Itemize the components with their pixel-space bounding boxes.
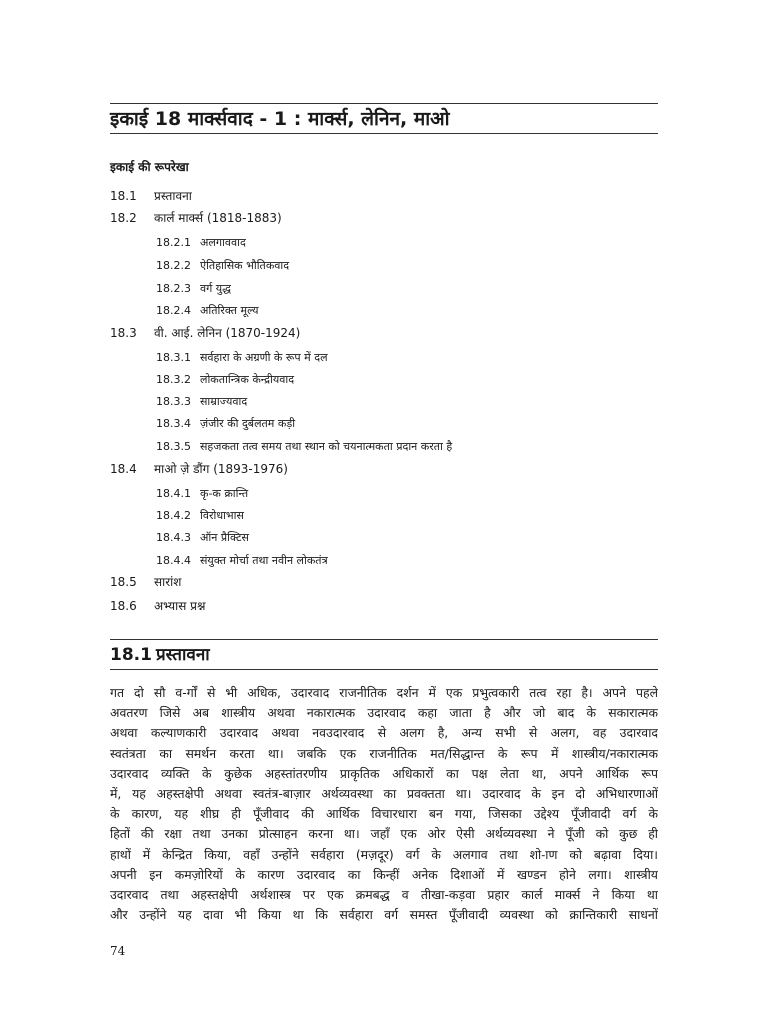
outline-item [156,258,289,274]
outline-item-number: 18.2.4 [156,304,191,317]
outline-item [110,210,282,226]
paragraph-line: में, यह अहस्तक्षेपी अथवा स्वतंत्र-बाज़ार अर्थव्यवस्था का प्रवक्तता था। उदारवाद के इन दो अभिधारणाओं [110,785,658,801]
paragraph-line: हाथों में केन्द्रित किया, वहाँ उन्होंने सर्वहारा (मज़दूर) वर्ग के अलगाव तथा शो-ाण को बढ़ावा दिया। [110,846,658,862]
outline-item-label: कृ-क क्रान्ति [200,487,249,500]
outline-item-label: सारांश [154,575,182,589]
outline-item [156,486,248,502]
outline-item-number: 18.1 [110,189,137,203]
outline-item-number: 18.2.1 [156,236,191,249]
outline-item-number: 18.3.4 [156,417,191,430]
outline-item-number: 18.5 [110,575,137,589]
outline-item [156,530,249,546]
paragraph-line: और उन्होंने यह दावा भी किया था कि सर्वहारा वर्ग समस्त पूँजीवादी व्यवस्था को क्रान्तिकारी साधनों [110,907,658,923]
section-heading: प्रस्तावना [156,645,210,665]
title-bottom-rule [110,133,658,134]
outline-item [156,350,328,366]
outline-item-number: 18.6 [110,599,137,613]
outline-item-number: 18.2.2 [156,259,191,272]
outline-item-number: 18.4.3 [156,531,191,544]
outline-item [110,574,181,590]
outline-item-number: 18.3.1 [156,351,191,364]
outline-item [110,188,192,204]
paragraph-line: उदारवाद तथा अहस्तक्षेपी अर्थशास्त्र पर एक क्रमबद्ध व तीखा-कड़वा प्रहार कार्ल मार्क्स ने किया था [110,886,658,902]
outline-item-label: अतिरिक्त मूल्य [200,304,259,317]
outline-item-label: संयुक्त मोर्चा तथा नवीन लोकतंत्र [200,554,328,567]
outline-item-number: 18.4.4 [156,554,191,567]
outline-item [110,598,205,614]
outline-item-label: कार्ल मार्क्स (1818-1883) [154,211,282,225]
paragraph-line: अवतरण जिसे अब शास्त्रीय अथवा नकारात्मक उदारवाद कहा जाता है और जो बाद के सकारात्मक [110,705,658,721]
outline-item [156,235,246,251]
outline-item-number: 18.3.3 [156,395,191,408]
page-number: 74 [110,944,126,958]
outline-item-number: 18.2 [110,211,137,225]
outline-item-number: 18.2.3 [156,282,191,295]
outline-item [156,553,328,569]
section-title [110,643,210,667]
outline-item-label: वर्ग युद्ध [200,282,231,295]
outline-item [156,439,452,455]
paragraph-line: स्वतंत्रता का समर्थन करता था। जबकि एक राजनीतिक मत/सिद्धान्त के रूप में शास्त्रीय/नकारात्मक [110,745,658,761]
outline-item-label: अभ्यास प्रश्न [154,599,206,613]
section-number: 18.1 [110,645,152,665]
unit-title: इकाई 18 मार्क्सवाद - 1 : मार्क्स, लेनिन, माओ [110,108,450,130]
outline-item-label: प्रस्तावना [154,189,192,203]
outline-item-label: ज़ंजीर की दुर्बलतम कड़ी [200,417,296,430]
body-paragraph [110,683,658,925]
outline-item-number: 18.4.1 [156,487,191,500]
outline-item-label: लोकतान्त्रिक केन्द्रीयवाद [200,373,295,386]
outline-item-number: 18.3 [110,326,137,340]
paragraph-line: हितों की रक्षा तथा उनका प्रोत्साहन करना था। जहाँ एक ओर ऐसी अर्थव्यवस्था ने पूँजी को कुछ ही [110,826,658,842]
outline-item [110,325,300,341]
outline-item [156,303,259,319]
outline-item-number: 18.3.2 [156,373,191,386]
outline-item [156,508,244,524]
outline-item-label: वी. आई. लेनिन (1870-1924) [154,326,301,340]
outline-item-label: सहजकता तत्व समय तथा स्थान को चयनात्मकता प्रदान करता है [200,440,453,453]
outline-item-number: 18.4.2 [156,509,191,522]
outline-item [110,461,288,477]
outline-item-label: ऐतिहासिक भौतिकवाद [200,259,290,272]
outline-item-number: 18.4 [110,462,137,476]
section-bottom-rule [110,669,658,670]
paragraph-line: अपनी इन कमज़ोरियों के कारण उदारवाद का किन्हीं अनेक दिशाओं में खण्डन होने लगा। शास्त्रीय [110,866,658,882]
outline-item-label: अलगाववाद [200,236,246,249]
outline-heading: इकाई की रूपरेखा [110,160,189,174]
outline-item [156,281,231,297]
outline-item [156,394,247,410]
outline-item-number: 18.3.5 [156,440,191,453]
outline-item-label: ऑन प्रैक्टिस [200,531,249,544]
outline-item-label: सर्वहारा के अग्रणी के रूप में दल [200,351,328,364]
section-top-rule [110,639,658,640]
paragraph-line: उदारवाद व्यक्ति के कुछेक अहस्तांतरणीय प्राकृतिक अधिकारों का पक्ष लेता था, अपने आर्थिक रूप [110,765,658,781]
outline-item-label: साम्राज्यवाद [200,395,248,408]
paragraph-line: अथवा कल्याणकारी उदारवाद अथवा नवउदारवाद से अलग है, अन्य सभी से अलग, वह उदारवाद [110,725,658,741]
outline-item [156,416,295,432]
paragraph-line: गत दो सौ व-र्गों से भी अधिक, उदारवाद राजनीतिक दर्शन में एक प्रभुत्वकारी तत्व रहा है। अपने पहले [110,685,658,700]
outline-item [156,372,294,388]
paragraph-line: के कारण, यह शीघ्र ही पूँजीवाद की आर्थिक विचारधारा बन गया, जिसका उद्देश्य पूँजीवादी वर्ग के [110,806,658,822]
outline-item-label: माओ ज़े डौंग (1893-1976) [154,462,288,476]
outline-item-label: विरोधाभास [200,509,244,522]
